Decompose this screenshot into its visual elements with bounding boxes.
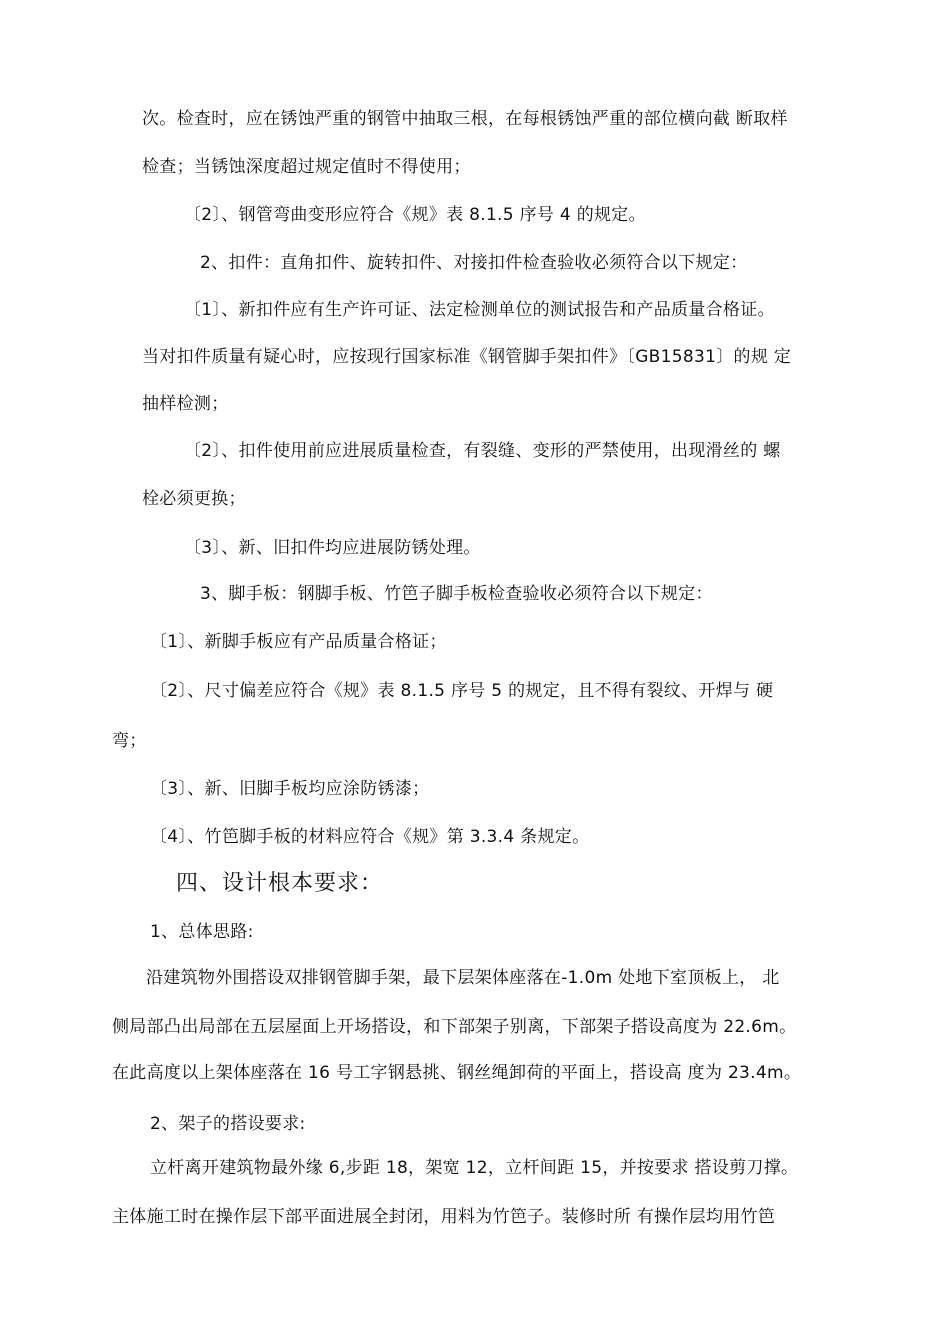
section-heading: 1、总体思路:: [150, 922, 254, 942]
paragraph-line: 〔1〕、新脚手板应有产品质量合格证；: [150, 632, 447, 652]
paragraph-line: 抽样检测；: [142, 394, 229, 414]
paragraph-line: 〔3〕、新、旧扣件均应进展防锈处理。: [184, 538, 481, 558]
paragraph-line: 次。检查时，应在锈蚀严重的钢管中抽取三根，在每根锈蚀严重的部位横向截 断取样: [142, 109, 788, 129]
paragraph-line: 栓必须更换；: [142, 489, 246, 509]
paragraph-line: 立杆离开建筑物最外缘 6,步距 18，架宽 12，立杆间距 15，并按要求 搭设剪刀撑。: [150, 1158, 799, 1178]
paragraph-line: 当对扣件质量有疑心时，应按现行国家标准《钢管脚手架扣件》〔GB15831〕的规 定: [142, 347, 792, 367]
paragraph-line: 〔1〕、新扣件应有生产许可证、法定检测单位的测试报告和产品质量合格证。: [184, 300, 775, 320]
section-heading: 3、脚手板：钢脚手板、竹笆子脚手板检查验收必须符合以下规定：: [200, 584, 713, 604]
paragraph-line: 检查；当锈蚀深度超过规定值时不得使用；: [142, 157, 471, 177]
paragraph-line: 主体施工时在操作层下部平面进展全封闭，用料为竹笆子。装修时所 有操作层均用竹笆: [112, 1207, 776, 1227]
paragraph-line: 侧局部凸出局部在五层屋面上开场搭设，和下部架子别离，下部架子搭设高度为 22.6m。: [112, 1017, 797, 1037]
chapter-heading: 四、设计根本要求：: [176, 871, 384, 896]
section-heading: 2、架子的搭设要求:: [150, 1114, 306, 1134]
paragraph-line: 弯；: [112, 731, 147, 751]
section-heading: 2、扣件：直角扣件、旋转扣件、对接扣件检查验收必须符合以下规定：: [200, 253, 748, 273]
paragraph-line: 〔2〕、尺寸偏差应符合《规》表 8.1.5 序号 5 的规定，且不得有裂纹、开焊与 硬: [150, 681, 774, 701]
paragraph-line: 〔2〕、扣件使用前应进展质量检查，有裂缝、变形的严禁使用，出现滑丝的 螺: [184, 441, 781, 461]
paragraph-line: 〔2〕、钢管弯曲变形应符合《规》表 8.1.5 序号 4 的规定。: [184, 205, 646, 225]
paragraph-line: 〔4〕、竹笆脚手板的材料应符合《规》第 3.3.4 条规定。: [150, 827, 590, 847]
paragraph-line: 在此高度以上架体座落在 16 号工字钢悬挑、钢丝绳卸荷的平面上，搭设高 度为 23.4m。: [112, 1063, 802, 1083]
paragraph-line: 沿建筑物外围搭设双排钢管脚手架，最下层架体座落在-1.0m 处地下室顶板上， 北: [146, 968, 780, 988]
paragraph-line: 〔3〕、新、旧脚手板均应涂防锈漆；: [150, 779, 430, 799]
